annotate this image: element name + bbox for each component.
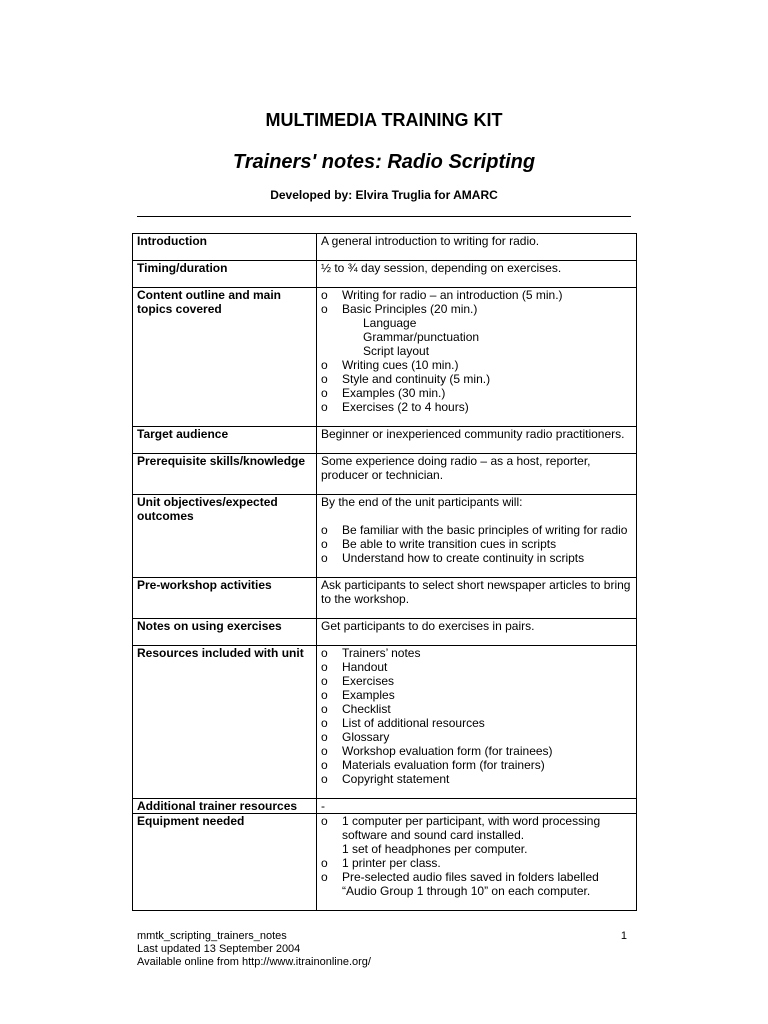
sub-list-item: Script layout (363, 344, 430, 358)
row-label: Content outline and main topics covered (133, 288, 317, 427)
row-label: Unit objectives/expected outcomes (133, 495, 317, 578)
sub-list-item: Language (363, 316, 417, 330)
trainers-notes-table (132, 233, 637, 911)
list-item: o Materials evaluation form (for trainers) (321, 758, 545, 772)
bullet-marker: o (321, 400, 328, 414)
row-value: A general introduction to writing for radio. (317, 234, 637, 261)
bullet-marker: o (321, 551, 328, 565)
row-value (317, 495, 637, 578)
list-item: 1 set of headphones per computer. (342, 842, 528, 856)
list-item: o 1 printer per class. (321, 856, 441, 870)
table-row (133, 495, 637, 578)
kit-title: MULTIMEDIA TRAINING KIT (265, 110, 503, 130)
bullet-marker: o (321, 646, 328, 660)
bullet-marker: o (321, 870, 328, 884)
list-item: o Copyright statement (321, 772, 450, 786)
table-row (133, 646, 637, 799)
bullet-marker: o (321, 674, 328, 688)
page-footer (137, 930, 631, 969)
list-item: o Examples (321, 688, 395, 702)
list-item: o Pre-selected audio files saved in folders labelled “Audio Group 1 through 10” on each computer. (321, 870, 599, 898)
list-item: o Style and continuity (5 min.) (321, 372, 491, 386)
header-divider (137, 216, 631, 217)
row-label: Introduction (133, 234, 317, 261)
row-value (317, 814, 637, 911)
list-item: o Writing for radio – an introduction (5 min.) (321, 288, 563, 302)
bullet-marker: o (321, 358, 328, 372)
table-row (133, 814, 637, 911)
list-item: o Handout (321, 660, 388, 674)
row-label: Additional trainer resources (133, 799, 317, 814)
row-value: Get participants to do exercises in pairs. (317, 619, 637, 646)
bullet-marker: o (321, 744, 328, 758)
list-item: o Glossary (321, 730, 390, 744)
list-item: o List of additional resources (321, 716, 485, 730)
developed-by: Developed by: Elvira Truglia for AMARC (270, 188, 498, 202)
row-value: ½ to ¾ day session, depending on exercises. (317, 261, 637, 288)
row-value: Beginner or inexperienced community radio practitioners. (317, 427, 637, 454)
bullet-marker: o (321, 660, 328, 674)
row-label: Timing/duration (133, 261, 317, 288)
row-value: - (317, 799, 637, 814)
footer-last-updated: Last updated 13 September 2004 (137, 943, 301, 955)
sub-list-item: Grammar/punctuation (363, 330, 480, 344)
list-item: o Understand how to create continuity in scripts (321, 551, 585, 565)
list-item: o Writing cues (10 min.) (321, 358, 459, 372)
row-label: Notes on using exercises (133, 619, 317, 646)
bullet-marker: o (321, 386, 328, 400)
list-item: o Trainers’ notes (321, 646, 421, 660)
table-row (133, 427, 637, 454)
table-row (133, 454, 637, 495)
row-value (317, 288, 637, 427)
objectives-intro: By the end of the unit participants will: (321, 495, 523, 509)
page-number: 1 (620, 930, 627, 942)
bullet-marker: o (321, 288, 328, 302)
list-item: o 1 computer per participant, with word processing software and sound card installed. (321, 814, 601, 842)
row-value: Ask participants to select short newspaper articles to bring to the workshop. (317, 578, 637, 619)
footer-availability: Available online from http://www.itrainonline.org/ (137, 956, 371, 968)
bullet-marker: o (321, 537, 328, 551)
row-label: Prerequisite skills/knowledge (133, 454, 317, 495)
list-item: o Checklist (321, 702, 391, 716)
bullet-marker: o (321, 302, 328, 316)
row-label: Pre-workshop activities (133, 578, 317, 619)
bullet-marker: o (321, 372, 328, 386)
list-item: o Workshop evaluation form (for trainees) (321, 744, 553, 758)
list-item: o Exercises (2 to 4 hours) (321, 400, 469, 414)
list-item: o Exercises (321, 674, 395, 688)
list-item: o Basic Principles (20 min.) (321, 302, 478, 316)
bullet-marker: o (321, 702, 328, 716)
notes-title: Trainers' notes: Radio Scripting (232, 151, 536, 173)
bullet-marker: o (321, 856, 328, 870)
list-item: o Be able to write transition cues in scripts (321, 537, 557, 551)
bullet-marker: o (321, 758, 328, 772)
bullet-marker: o (321, 814, 328, 828)
row-value: Some experience doing radio – as a host, reporter, producer or technician. (317, 454, 637, 495)
table-row (133, 288, 637, 427)
bullet-marker: o (321, 716, 328, 730)
row-value (317, 646, 637, 799)
bullet-marker: o (321, 523, 328, 537)
table-row (133, 234, 637, 261)
table-row (133, 578, 637, 619)
table-row (133, 799, 637, 814)
list-item: o Be familiar with the basic principles of writing for radio (321, 523, 628, 537)
footer-file-name: mmtk_scripting_trainers_notes (137, 930, 287, 942)
row-label: Equipment needed (133, 814, 317, 911)
table-row (133, 261, 637, 288)
bullet-marker: o (321, 730, 328, 744)
list-item: o Examples (30 min.) (321, 386, 446, 400)
bullet-marker: o (321, 772, 328, 786)
row-label: Target audience (133, 427, 317, 454)
row-label: Resources included with unit (133, 646, 317, 799)
bullet-marker: o (321, 688, 328, 702)
table-row (133, 619, 637, 646)
